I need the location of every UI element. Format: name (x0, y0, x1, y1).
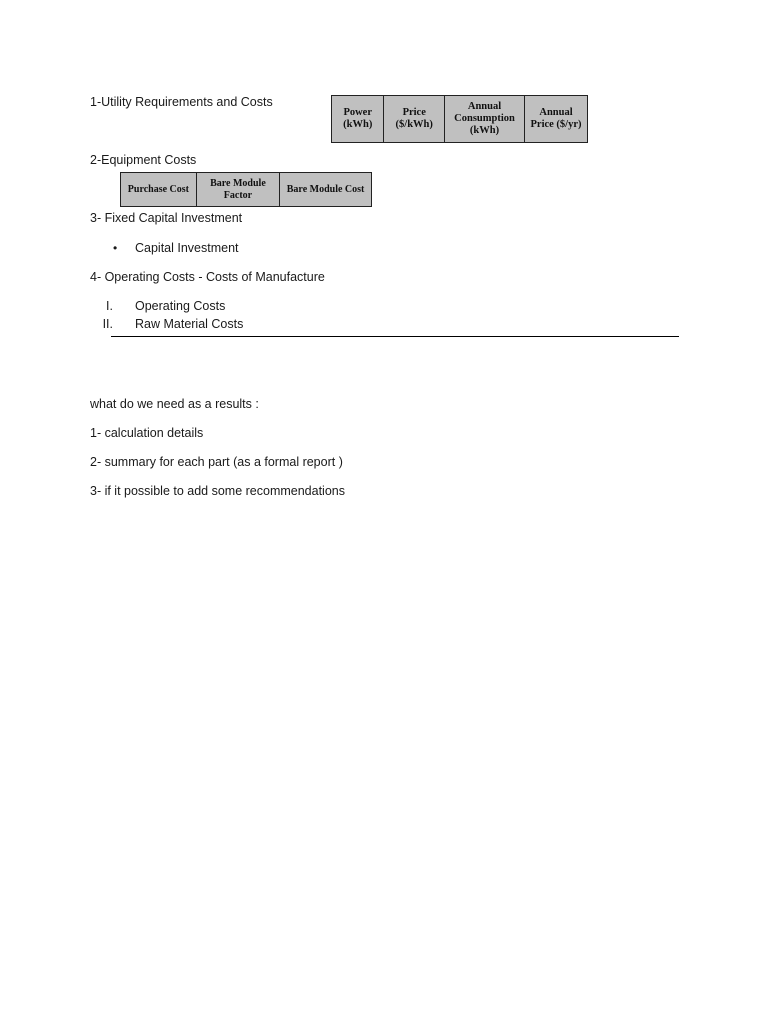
horizontal-divider (111, 336, 679, 337)
requirement-item: 2- summary for each part (as a formal report ) (90, 455, 343, 469)
col-bare-module-factor: Bare Module Factor (196, 173, 279, 207)
list-numeral: I. (106, 299, 113, 313)
list-item-operating-costs: Operating Costs (135, 299, 226, 313)
col-bare-module-cost: Bare Module Cost (280, 173, 372, 207)
bullet-icon: • (113, 241, 118, 255)
col-price: Price ($/kWh) (384, 96, 445, 143)
col-annual-price: Annual Price ($/yr) (525, 96, 588, 143)
list-numeral: II. (102, 317, 113, 331)
requirement-item: 1- calculation details (90, 426, 204, 440)
col-power: Power (kWh) (332, 96, 384, 143)
equipment-cost-table-header (120, 172, 372, 207)
section-title-operating: 4- Operating Costs - Costs of Manufacture (90, 270, 325, 284)
list-item-raw-material-costs: Raw Material Costs (135, 317, 244, 331)
col-annual-consumption: Annual Consumption (kWh) (444, 96, 524, 143)
col-purchase-cost: Purchase Cost (121, 173, 197, 207)
section-title-equipment: 2-Equipment Costs (90, 153, 197, 167)
requirements-heading: what do we need as a results : (90, 397, 259, 411)
section-title-utility: 1-Utility Requirements and Costs (90, 95, 273, 109)
utility-cost-table-header (331, 95, 588, 143)
bullet-item-capital-investment: Capital Investment (135, 241, 239, 255)
requirement-item: 3- if it possible to add some recommendations (90, 484, 345, 498)
section-title-fixed-capital: 3- Fixed Capital Investment (90, 211, 243, 225)
